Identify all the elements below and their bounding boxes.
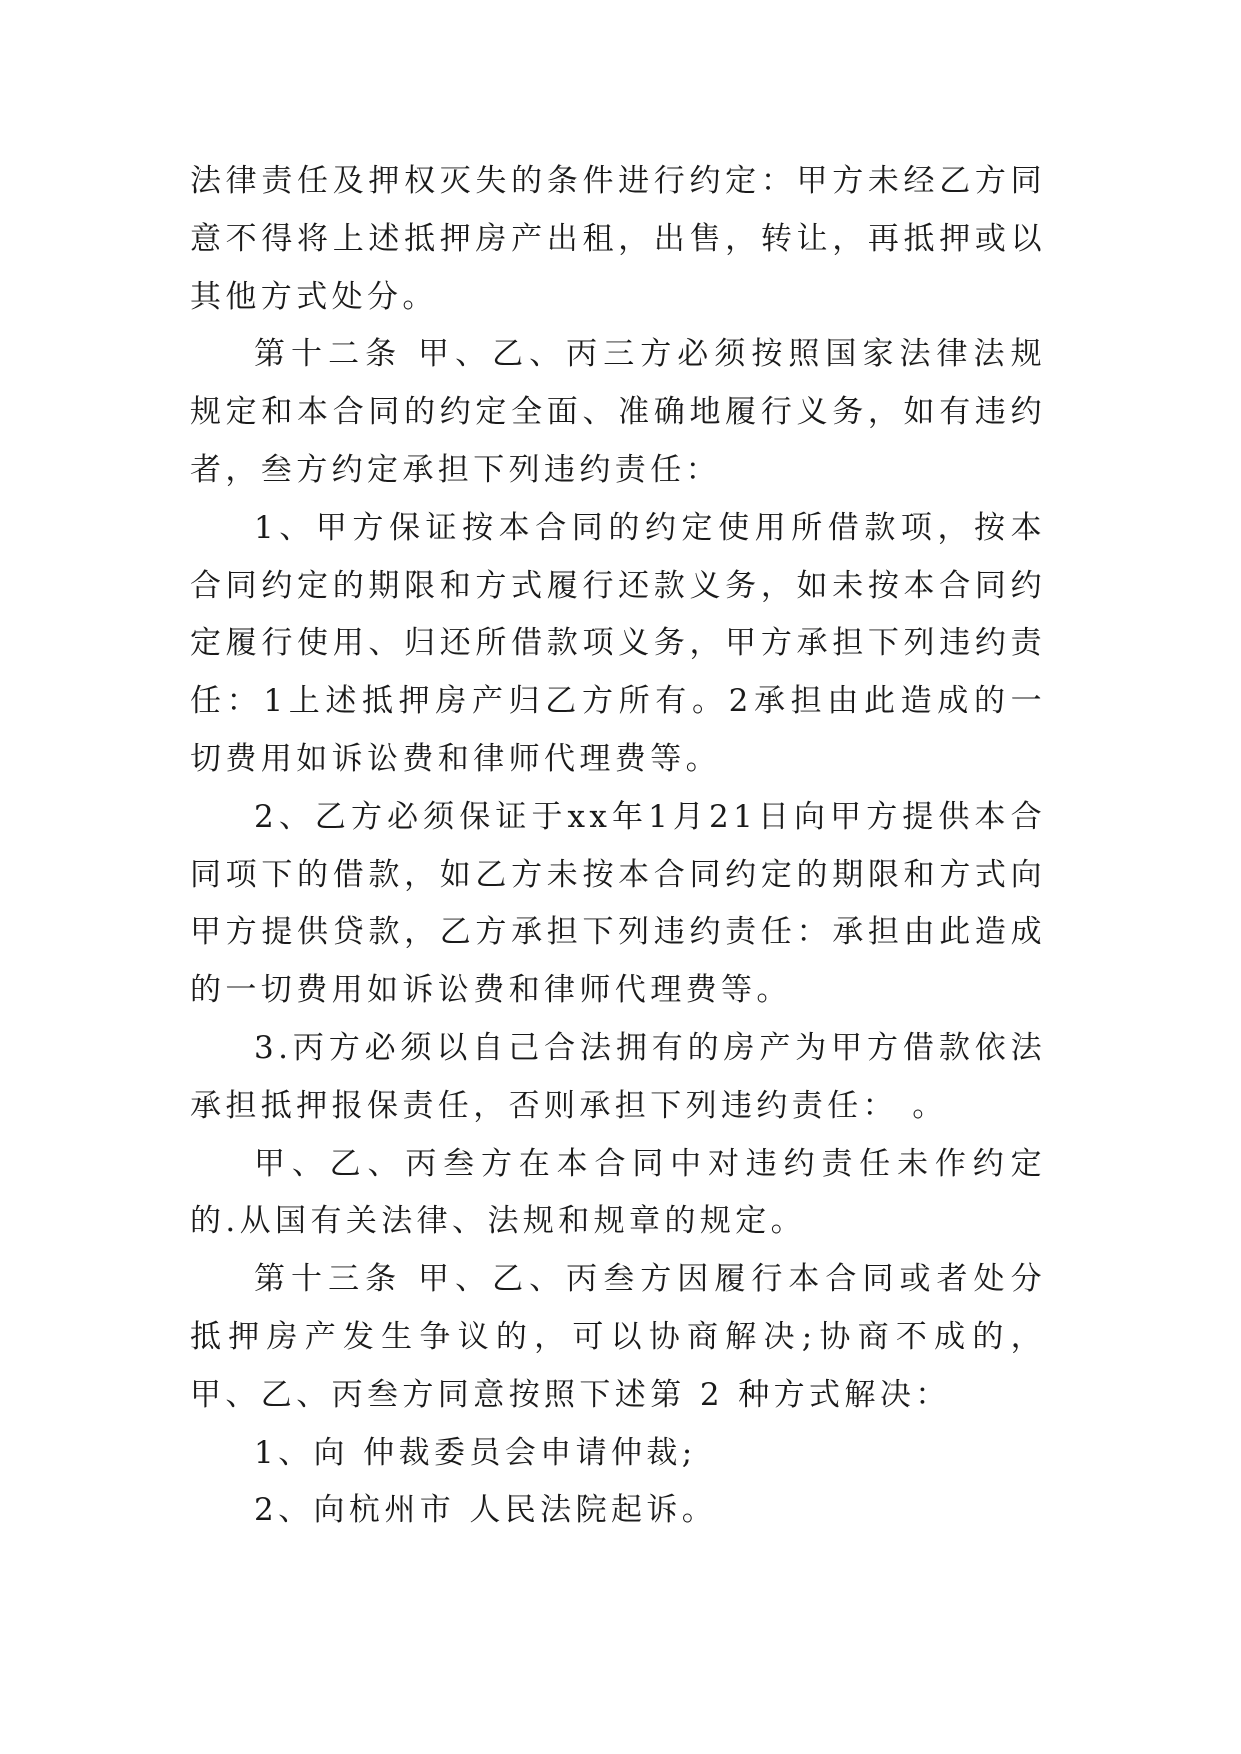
paragraph-clause-3: 3.丙方必须以自己合法拥有的房产为甲方借款依法承担抵押报保责任，否则承担下列违约责任： 。 (190, 1029, 1046, 1124)
document-page (190, 153, 1046, 1540)
paragraph-article-13: 第十三条 甲、乙、丙叁方因履行本合同或者处分抵押房产发生争议的，可以协商解决;协商不成的，甲、乙、丙叁方同意按照下述第 2 种方式解决： (190, 1261, 1046, 1413)
paragraph-1: 法律责任及押权灭失的条件进行约定：甲方未经乙方同意不得将上述抵押房产出租，出售，转让，再抵押或以其他方式处分。 (190, 163, 1046, 315)
paragraph-unspecified-liability: 甲、乙、丙叁方在本合同中对违约责任未作约定的.从国有关法律、法规和规章的规定。 (190, 1145, 1046, 1240)
paragraph-option-court: 2、向杭州市 人民法院起诉。 (254, 1492, 718, 1529)
paragraph-clause-2: 2、乙方必须保证于xx年1月21日向甲方提供本合同项下的借款，如乙方未按本合同约定的期限和方式向甲方提供贷款，乙方承担下列违约责任：承担由此造成的一切费用如诉讼费和律师代理费等。 (190, 798, 1046, 1009)
paragraph-clause-1: 1、甲方保证按本合同的约定使用所借款项，按本合同约定的期限和方式履行还款义务，如未按本合同约定履行使用、归还所借款项义务，甲方承担下列违约责任：1上述抵押房产归乙方所有。2承担由此造成的一切费用如诉讼费和律师代理费等。 (190, 509, 1046, 777)
paragraph-option-arbitration: 1、向 仲裁委员会申请仲裁; (254, 1434, 697, 1471)
paragraph-article-12: 第十二条 甲、乙、丙三方必须按照国家法律法规规定和本合同的约定全面、准确地履行义务，如有违约者，叁方约定承担下列违约责任： (190, 336, 1046, 488)
